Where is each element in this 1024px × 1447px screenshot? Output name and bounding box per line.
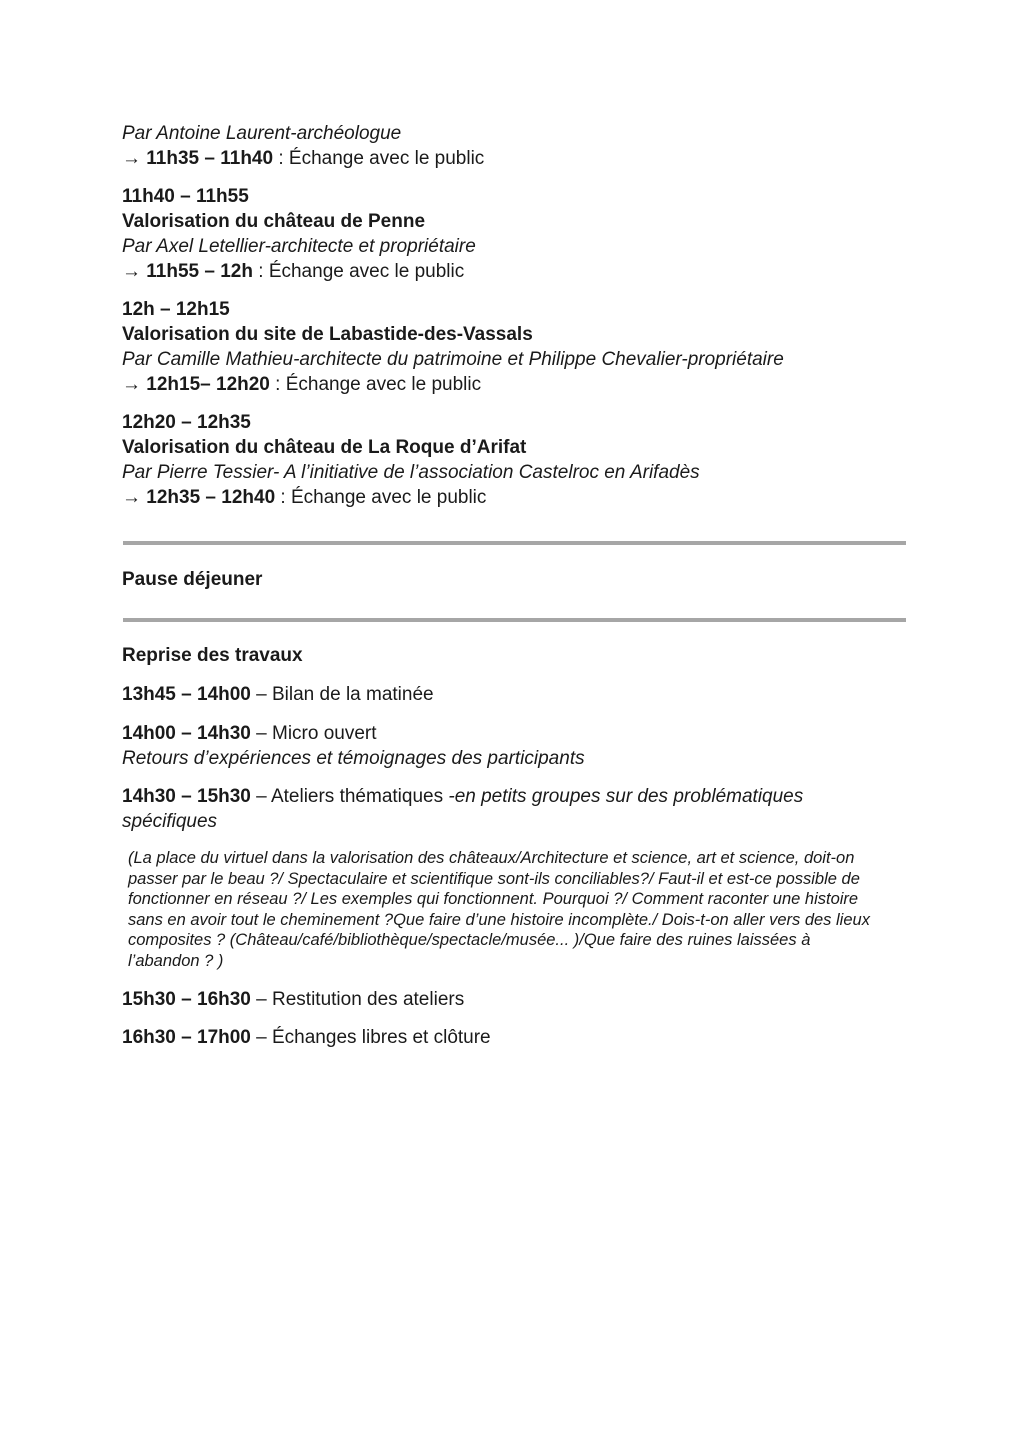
exchange-label: : Échange avec le public	[273, 148, 485, 169]
workshop-line: l’abandon ? )	[128, 951, 224, 970]
afternoon-heading: Reprise des travaux	[122, 645, 303, 666]
session-time: 15h30 – 16h30	[122, 988, 251, 1010]
exchange-time: 12h15– 12h20	[146, 374, 270, 395]
session-bilan	[122, 682, 912, 707]
session-time: 12h – 12h15	[122, 299, 230, 320]
session-ateliers	[122, 784, 912, 834]
exchange-label: : Échange avec le public	[275, 487, 487, 508]
session-time: 14h00 – 14h30	[122, 723, 251, 744]
session-block-1	[122, 121, 912, 171]
session-italic-note-cont: spécifiques	[122, 811, 218, 832]
section-divider	[123, 618, 906, 622]
session-block-4	[122, 410, 912, 510]
exchange-line	[122, 372, 912, 397]
workshop-line: (La place du virtuel dans la valorisation des châteaux/Architecture et science, art et science, doit-on	[128, 849, 855, 867]
session-label: – Restitution des ateliers	[250, 988, 465, 1010]
session-title: Valorisation du site de Labastide-des-Vassals	[122, 324, 533, 345]
session-time: 11h40 – 11h55	[122, 186, 249, 207]
session-label: – Micro ouvert	[250, 723, 377, 744]
session-label: – Échanges libres et clôture	[250, 1026, 491, 1048]
session-subtitle: Retours d’expériences et témoignages des participants	[122, 748, 585, 769]
speaker-line: Par Antoine Laurent-archéologue	[122, 123, 402, 144]
exchange-time: 12h35 – 12h40	[146, 487, 276, 508]
arrow-icon: →	[122, 374, 141, 395]
session-time: 12h20 – 12h35	[122, 412, 251, 433]
exchange-line	[122, 146, 912, 171]
workshop-line: passer par le beau ?/ Spectaculaire et scientifique sont-ils conciliables?/ Faut-il et est-ce possible de	[128, 869, 860, 888]
session-line	[122, 721, 912, 746]
section-divider	[123, 541, 906, 545]
workshop-topics	[128, 848, 898, 972]
speaker-line: Par Axel Letellier-architecte et propriétaire	[122, 236, 476, 257]
exchange-label: : Échange avec le public	[269, 374, 482, 395]
session-time: 13h45 – 14h00	[122, 684, 251, 705]
programme-page	[122, 121, 912, 1050]
arrow-icon: →	[122, 148, 141, 169]
session-italic-note: -en petits groupes sur des problématiques	[448, 786, 804, 807]
session-restitution	[122, 987, 912, 1012]
workshop-line: fonctionner en réseau ?/ Les exemples qui fonctionnent. Pourquoi ?/ Comment raconter une histoire	[128, 890, 859, 909]
session-cloture	[122, 1025, 912, 1050]
session-block-3	[122, 297, 912, 397]
exchange-line	[122, 485, 912, 510]
session-label: – Bilan de la matinée	[250, 684, 434, 705]
session-micro	[122, 721, 912, 771]
speaker-line: Par Camille Mathieu-architecte du patrimoine et Philippe Chevalier-propriétaire	[122, 349, 784, 370]
session-line	[122, 784, 912, 809]
exchange-time: 11h35 – 11h40	[146, 148, 274, 169]
exchange-label: : Échange avec le public	[252, 261, 465, 282]
session-block-2	[122, 184, 912, 284]
arrow-icon: →	[122, 487, 141, 508]
workshop-line: sans en avoir tout le cheminement ?Que faire d’une histoire incomplète./ Dois-t-on aller vers des lieux	[128, 910, 870, 929]
session-title: Valorisation du château de Penne	[122, 211, 426, 232]
lunch-break-heading: Pause déjeuner	[122, 569, 263, 590]
workshop-line: composites ? (Château/café/bibliothèque/spectacle/musée... )/Que faire des ruines laissées à	[128, 931, 811, 950]
exchange-time: 11h55 – 12h	[146, 261, 253, 282]
arrow-icon: →	[122, 261, 141, 282]
session-title: Valorisation du château de La Roque d’Arifat	[122, 437, 527, 458]
speaker-line: Par Pierre Tessier- A l’initiative de l’association Castelroc en Arifadès	[122, 462, 700, 483]
session-label: – Ateliers thématiques	[250, 786, 449, 807]
session-time: 14h30 – 15h30	[122, 786, 251, 807]
session-time: 16h30 – 17h00	[122, 1026, 251, 1048]
exchange-line	[122, 259, 912, 284]
